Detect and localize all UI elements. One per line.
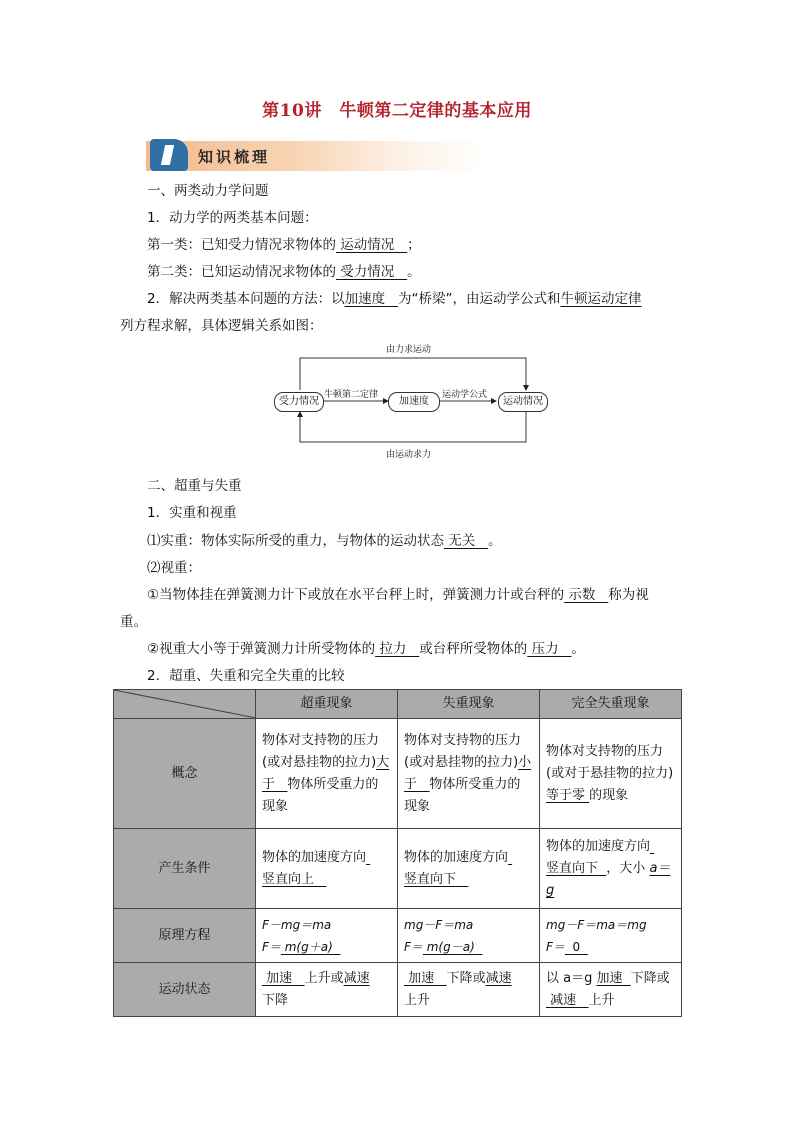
- arrow1-label: 牛顿第二定律: [324, 390, 379, 400]
- apparent-weight-p1: ①当物体挂在弹簧测力计下或放在水平台秤上时，弹簧测力计或台秤的 示数 称为视: [147, 587, 649, 603]
- header-overweight: 超重现象: [256, 690, 398, 719]
- table-cell: mg－F＝ma F＝ m(g－a): [398, 909, 540, 963]
- blank: 拉力: [379, 641, 407, 657]
- header-complete-weightless: 完全失重现象: [540, 690, 682, 719]
- table-row: [114, 963, 682, 1017]
- node-force: 受力情况: [274, 392, 324, 412]
- table-cell: 以 a＝g 加速 下降或 减速 上升: [540, 963, 682, 1017]
- diagonal-line: [114, 690, 256, 718]
- section1-heading: 一、两类动力学问题: [147, 183, 269, 199]
- blank: 压力: [531, 641, 559, 657]
- apparent-weight-heading: ⑵视重：: [147, 560, 201, 576]
- section2-item2: 2．超重、失重和完全失重的比较: [147, 668, 345, 684]
- table-row: [114, 829, 682, 909]
- type1-line: 第一类：已知受力情况求物体的 运动情况 ；: [147, 237, 421, 253]
- table-cell: 物体的加速度方向 竖直向下 ，大小 a＝g: [540, 829, 682, 909]
- blank: 牛顿运动定律: [560, 291, 642, 307]
- real-weight-line: ⑴实重：物体实际所受的重力，与物体的运动状态 无关 。: [147, 533, 502, 549]
- table-cell: 加速 下降或减速 上升: [398, 963, 540, 1017]
- blank: 运动情况: [340, 237, 395, 253]
- table-cell: 物体对支持物的压力(或对于悬挂物的拉力)等于零 的现象: [540, 719, 682, 829]
- table-cell: 物体的加速度方向 竖直向上: [256, 829, 398, 909]
- table-cell: 加速 上升或减速 下降: [256, 963, 398, 1017]
- table-cell: 物体的加速度方向 竖直向下: [398, 829, 540, 909]
- row-label: 产生条件: [114, 829, 256, 909]
- blank: 加速度: [344, 291, 386, 307]
- table-cell: 物体对支持物的压力(或对悬挂物的拉力)小于 物体所受重力的现象: [398, 719, 540, 829]
- method-line2: 列方程求解，具体逻辑关系如图：: [120, 318, 323, 334]
- arrow2-label: 运动学公式: [442, 390, 488, 400]
- comparison-table: [113, 689, 682, 1017]
- blank: 受力情况: [340, 264, 395, 280]
- table-header-row: [114, 690, 682, 719]
- row-label: 概念: [114, 719, 256, 829]
- header-weightless: 失重现象: [398, 690, 540, 719]
- blank: 无关: [448, 533, 476, 549]
- row-label: 原理方程: [114, 909, 256, 963]
- blank: 示数: [568, 587, 596, 603]
- table-row: [114, 909, 682, 963]
- apparent-weight-p2: ②视重大小等于弹簧测力计所受物体的 拉力 或台秤所受物体的 压力 。: [147, 641, 585, 657]
- section2-item1: 1．实重和视重: [147, 505, 237, 521]
- book-icon: [150, 139, 188, 171]
- row-label: 运动状态: [114, 963, 256, 1017]
- node-motion: 运动情况: [498, 392, 548, 412]
- section-banner: [146, 141, 486, 171]
- method-line: 2．解决两类基本问题的方法：以加速度 为“桥梁”，由运动学公式和牛顿运动定律: [147, 291, 642, 307]
- table-row: [114, 719, 682, 829]
- table-cell: F－mg＝ma F＝ m(g＋a): [256, 909, 398, 963]
- page-title: 第10讲 牛顿第二定律的基本应用: [262, 101, 532, 121]
- type2-line: 第二类：已知运动情况求物体的 受力情况 。: [147, 264, 421, 280]
- top-loop-label: 由力求运动: [386, 345, 432, 355]
- logic-diagram: [270, 340, 550, 462]
- table-cell: 物体对支持物的压力(或对悬挂物的拉力)大于 物体所受重力的现象: [256, 719, 398, 829]
- table-cell: mg－F＝ma＝mg F＝ 0: [540, 909, 682, 963]
- corner-cell: [114, 690, 256, 719]
- banner-label: 知识梳理: [198, 148, 271, 166]
- section2-heading: 二、超重与失重: [147, 478, 242, 494]
- bottom-loop-label: 由运动求力: [386, 450, 432, 460]
- node-acceleration: 加速度: [388, 392, 440, 412]
- section1-item1: 1．动力学的两类基本问题：: [147, 210, 318, 226]
- apparent-weight-p1-line2: 重。: [120, 614, 147, 630]
